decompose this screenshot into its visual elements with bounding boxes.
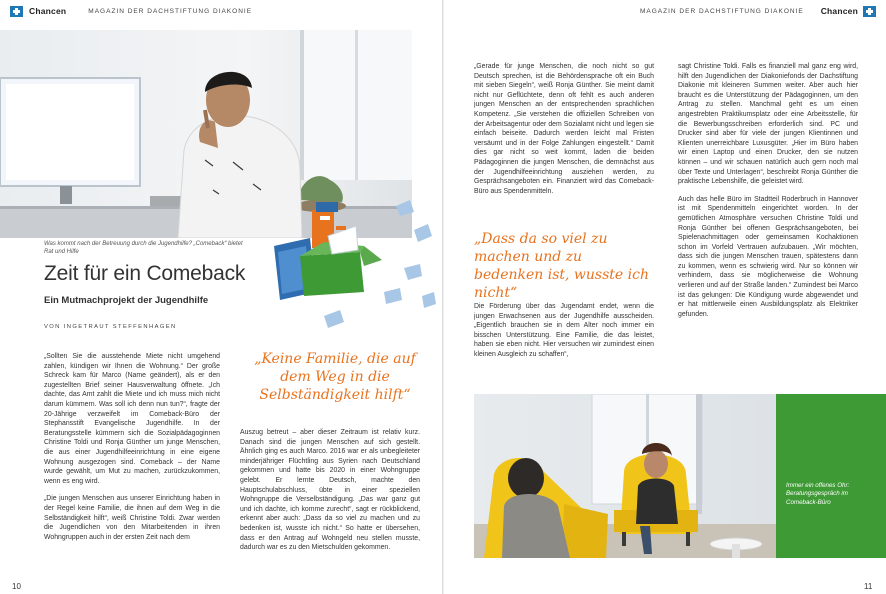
right-col1-paragraph-2: Die Förderung über das Jugendamt endet, wenn die jungen Erwachsenen aus der Jugendhilfe ausscheiden. „Eigentlich brauchen sie in dem Alter noch immer ein bisschen Unterstützung. Eine Familie, die das leistet, haben sie eben nicht. Hier versuchen wir zumindest einen kleinen Ausgleich zu schaffen“, [474,303,654,358]
right-col1-paragraph-1: „Gerade für junge Menschen, die noch nicht so gut Deutsch sprechen, ist die Behördensprache oft ein Buch mit sieben Siegeln“, weiß Ronja Günther. Sie meint damit nicht nur Geflüchtete, denn oft fehlt es auch anderen jungen Menschen an der entsprechenden sprachlichen Kompetenz. „Sie verstehen die offiziellen Schreiben von der Arbeitsagentur oder dem Sozialamt nicht und legen sie einfach beiseite. Dadurch werden leicht mal Fristen versäumt und in der Folge Zahlungen eingestellt.“ Damit dies gar nicht so weit kommt, laden die beiden Pädagoginnen die jungen Menschen, die demnächst aus der Jugendhilfeeinrichtung ausziehen werden, zu Gesprächsangeboten ein. Finanziert wird das Comeback-Büro aus Spendenmitteln. [474,63,654,195]
right-photo-caption: Immer ein offenes Ohr: Beratungsgespräch im Comeback-Büro [786,482,850,506]
header-magazine-title-right: MAGAZIN DER DACHSTIFTUNG DIAKONIE [640,7,804,15]
right-col2-paragraph-1: sagt Christine Toldi. Falls es finanziell mal ganz eng wird, hilft den Jugendlichen der Diakoniefonds der Dachstiftung Diakonie mit kleineren Summen weiter. Aber auch hier braucht es die Unterstützung der Pädagoginnen, um den Antrag zu stellen. Manchmal geht es um einen angestrebten Praktikumsplatz oder eine Arbeitsstelle, für die Bewerbungsschreiben erforderlich sind. PC und Drucker sind aber für viele der jungen Klientinnen und Klienten unerreichbare Luxusgüter. „Hier im Büro haben wir einen Laptop und einen Drucker, den sie nutzen können – und wir schauen natürlich auch gern noch mal über Texte und Unterlagen“, beschreibt Ronja Günther die praktische Lebenshilfe, die geleistet wird. [678,63,858,186]
header-magazine-title: MAGAZIN DER DACHSTIFTUNG DIAKONIE [88,7,253,15]
left-photo-caption: Was kommt nach der Betreuung durch die Jugendhilfe? „Comeback“ bietet Rat und Hilfe [44,241,243,255]
left-header [10,4,252,18]
right-pull-quote: „Dass da so viel zu machen und zu bedenken ist, wusste ich nicht“ [474,231,649,301]
header-logo-text: Chancen [29,6,67,16]
left-col1-paragraph-2: „Die jungen Menschen aus unserer Einrichtung haben in der Regel keine Familie, die ihnen auf dem Weg in die Selbständigkeit hilft“, weiß Christine Toldi. Zwar werden die Jugendlichen von den Mitarbeitenden in ihren Wohngruppen auch in der ersten Zeit nach dem [44,495,220,541]
right-column-1-bottom [474,302,654,378]
left-col2-paragraph-1: Auszug betreut – aber dieser Zeitraum ist relativ kurz. Danach sind die jungen Menschen auf sich gestellt. Ähnlich ging es auch Marco. 2016 war er als unbegleiteter minderjähriger Flüchtling aus Syrien nach Deutschland gekommen und hatte bis 2020 in einer Wohngruppe gelebt. Er lernte Deutsch, machte den Hauptschulabschluss, übte in einer speziellen Wohngruppe die Verselbständigung. „Das war ganz gut und ich dachte, ich komme zurecht“, sagt er rückblickend, erkennt aber auch: „Dass da so viel zu machen und zu bedenken ist, wusste ich nicht.“ So hatte er übersehen, dass er den Antrag auf Wohngeld neu stellen musste, dadurch war es zu den Mietschulden gekommen. [240,429,420,552]
left-pull-quote: „Keine Familie, die auf dem Weg in die Selbständigkeit hilft“ [254,351,416,403]
right-col2-paragraph-2: Auch das helle Büro im Stadtteil Roderbruch in Hannover ist mit Spendenmitteln eingerichtet worden. In der gemütlichen Atmosphäre versuchen Christine Toldi und Ronja Günther bei offenen Gesprächsangeboten, bei Spielenachmittagen oder gemeinsamen Kochaktionen schon im Vorfeld Vertrauen aufzubauen. „Wir möchten, dass sich die jungen Menschen trauen, spätestens dann zu kommen, wenn es schwierig wird. Nur so können wir verhindern, dass sie möglicherweise die Wohnung verlieren und auf der Straße landen.“ Zumindest bei Marco ist das gelungen: Die Kündigung wurde abgewendet und er hat mittlerweile einen Ausbildungsplatz als Elektriker gefunden. [678,195,858,318]
left-column-2 [240,428,420,584]
left-col1-paragraph-1: „Sollten Sie die ausstehende Miete nicht umgehend zahlen, kündigen wir Ihnen die Wohnung.“ Der große Schreck kam für Marco (Name geändert), als er den zugestellten Brief seiner Hausverwaltung öffnete. „Ich dachte, das Amt zahlt die Miete und ich muss mich nicht darum kümmern. Was soll ich denn nun tun?“, fragte der 20-Jährige verzweifelt im Comeback-Büro der Stephansstift Evangelische Jugendhilfe. In der Beratungsstelle kümmern sich die Sozialpädagoginnen Christine Toldi und Ronja Günther um junge Menschen, die aus einer Jugendhilfeeinrichtung in eine eigene Wohnung ausgezogen sind. Comeback – der Name wurde gewählt, um Mut zu machen, zurückzukommen, wenn es eng wird. [44,353,220,485]
right-header [640,4,876,18]
article-title: Zeit für ein Comeback [44,262,246,285]
right-column-2 [678,62,858,380]
page-gutter [442,0,444,594]
diakonie-logo-icon-right [863,6,876,17]
boxes-folders-illustration [264,196,440,336]
left-column-1 [44,352,220,584]
page-number-left: 10 [12,582,21,591]
right-caption-box [776,394,886,558]
counselling-conversation-photo [474,394,776,558]
article-subtitle: Ein Mutmachprojekt der Jugendhilfe [44,295,209,306]
header-logo-text-right: Chancen [820,6,858,16]
article-author: VON INGETRAUT STEFFENHAGEN [44,324,177,330]
diakonie-logo-icon [10,6,23,17]
right-column-1-top [474,62,654,212]
page-number-right: 11 [864,582,873,591]
